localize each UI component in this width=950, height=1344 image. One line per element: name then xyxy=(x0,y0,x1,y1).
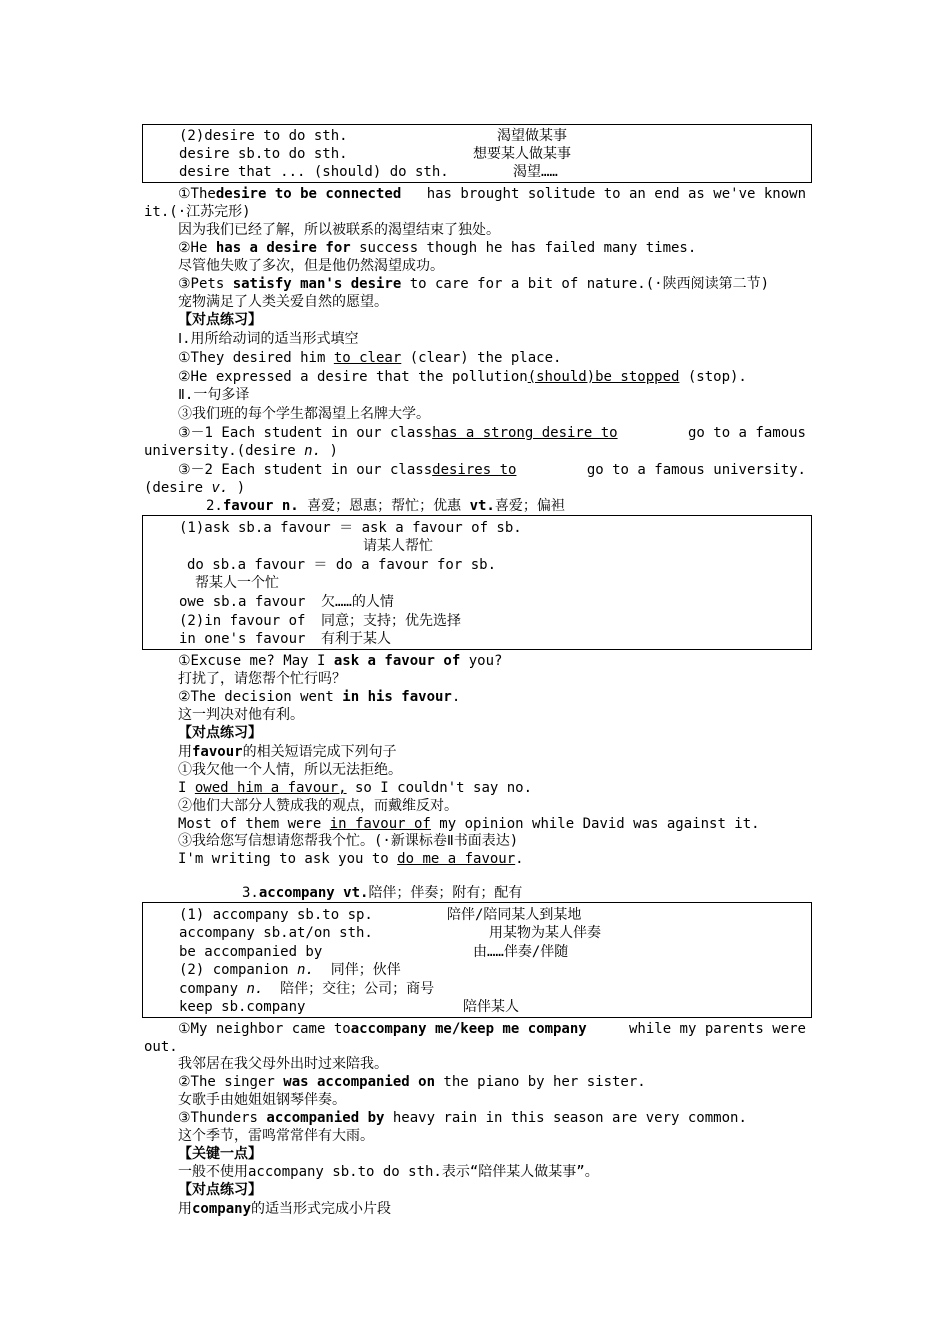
box-line: in one's favour xyxy=(179,631,306,647)
exercise-item: ②He expressed a desire that the pollution(should)be stopped (stop). xyxy=(178,369,747,385)
box-line-meaning: 渴望做某事 xyxy=(497,128,567,144)
practice-heading: 【对点练习】 xyxy=(178,725,262,741)
exercise-question: ②他们大部分人赞成我的观点，而戴维反对。 xyxy=(178,798,458,814)
box-line-meaning: 陪伴/陪同某人到某地 xyxy=(447,907,582,923)
exercise-question: ③我们班的每个学生都渴望上名牌大学。 xyxy=(178,406,430,422)
box-line-meaning: 有利于某人 xyxy=(321,631,391,647)
box-line: accompany sb.at/on sth. xyxy=(179,925,373,941)
word-heading-favour: 2.favour n. 喜爱；恩惠；帮忙；优惠 vt.喜爱；偏袒 xyxy=(206,498,565,514)
answer-blank: has a strong desire to xyxy=(432,425,618,441)
exercise-title: 用company的适当形式完成小片段 xyxy=(178,1201,392,1217)
example-translation: 这一判决对他有利。 xyxy=(178,707,304,723)
box-line: (2) companion n. 同伴；伙伴 xyxy=(179,962,401,978)
box-line: desire that ... (should) do sth. xyxy=(179,164,449,180)
phrase-box-accompany xyxy=(142,902,812,1018)
answer-blank: do me a favour xyxy=(397,851,516,867)
box-line-meaning: 欠……的人情 xyxy=(321,594,394,610)
exercise-item: ③－1 Each student in our class has a strong desire to go to a famous xyxy=(178,425,806,441)
exercise-item-cont: (desire v. ) xyxy=(144,480,246,496)
example-sentence: ②The singer was accompanied on the piano by her sister. xyxy=(178,1074,646,1090)
answer-blank: (should)be stopped xyxy=(527,369,680,385)
box-line-meaning: 请某人帮忙 xyxy=(363,538,433,554)
box-line-meaning: 帮某人一个忙 xyxy=(195,575,279,591)
exercise-title: Ⅱ.一句多译 xyxy=(178,387,250,403)
box-line-meaning: 想要某人做某事 xyxy=(473,146,571,162)
box-line: desire sb.to do sth. xyxy=(179,146,348,162)
exercise-item: Most of them were in favour of my opinion while David was against it. xyxy=(178,816,760,832)
example-sentence: ②The decision went in his favour. xyxy=(178,689,461,705)
practice-heading: 【对点练习】 xyxy=(178,312,262,328)
box-line: do sb.a favour ＝ do a favour for sb. xyxy=(187,557,497,573)
example-translation: 这个季节，雷鸣常常伴有大雨。 xyxy=(178,1128,374,1144)
example-sentence-cont: it.(·江苏完形) xyxy=(144,204,251,220)
key-point-heading: 【关键一点】 xyxy=(178,1146,262,1162)
example-translation: 因为我们已经了解，所以被联系的渴望结束了独处。 xyxy=(178,222,500,238)
box-line-meaning: 同意；支持；优先选择 xyxy=(321,613,461,629)
box-line: be accompanied by xyxy=(179,944,323,960)
box-line: owe sb.a favour xyxy=(179,594,306,610)
example-translation: 尽管他失败了多次，但是他仍然渴望成功。 xyxy=(178,258,444,274)
answer-blank: desires to xyxy=(432,462,517,478)
box-line-meaning: 陪伴某人 xyxy=(463,999,519,1015)
exercise-item: I owed him a favour, so I couldn't say no. xyxy=(178,780,533,796)
example-translation: 宠物满足了人类关爱自然的愿望。 xyxy=(178,294,388,310)
example-translation: 打扰了，请您帮个忙行吗？ xyxy=(178,671,346,687)
exercise-item: ③－2 Each student in our class desires to go to a famous university. xyxy=(178,462,806,478)
exercise-title: 用favour的相关短语完成下列句子 xyxy=(178,744,397,760)
exercise-title: Ⅰ.用所给动词的适当形式填空 xyxy=(178,331,359,347)
answer-blank: to clear xyxy=(333,350,402,366)
key-point-text: 一般不使用accompany sb.to do sth.表示“陪伴某人做某事”。 xyxy=(178,1164,599,1180)
example-sentence: ③Pets satisfy man's desire to care for a bit of nature.(·陕西阅读第二节) xyxy=(178,276,769,292)
example-sentence: ②He has a desire for success though he has failed many times. xyxy=(178,240,697,256)
example-translation: 我邻居在我父母外出时过来陪我。 xyxy=(178,1056,388,1072)
exercise-item: I'm writing to ask you to do me a favour. xyxy=(178,851,524,867)
box-line: (2)in favour of xyxy=(179,613,306,629)
exercise-item: ①They desired him to clear (clear) the place. xyxy=(178,350,562,366)
example-sentence: ①My neighbor came to accompany me/keep me company while my parents were xyxy=(178,1021,806,1037)
example-sentence: ①Excuse me? May I ask a favour of you? xyxy=(178,653,503,669)
exercise-item-cont: university.(desire n. ) xyxy=(144,443,338,459)
practice-heading: 【对点练习】 xyxy=(178,1182,262,1198)
example-sentence-cont: out. xyxy=(144,1039,178,1055)
box-line: (2)desire to do sth. xyxy=(179,128,348,144)
box-line: (1)ask sb.a favour ＝ ask a favour of sb. xyxy=(179,520,522,536)
exercise-question: ③我给您写信想请您帮我个忙。(·新课标卷Ⅱ书面表达) xyxy=(178,833,519,849)
phrase-box-favour xyxy=(142,515,812,650)
box-line: (1) accompany sb.to sp. xyxy=(179,907,373,923)
example-sentence: ①The desire to be connected has brought solitude to an end as we've known xyxy=(178,186,806,202)
example-sentence: ③Thunders accompanied by heavy rain in this season are very common. xyxy=(178,1110,747,1126)
answer-blank: owed him a favour, xyxy=(194,780,347,796)
box-line-meaning: 用某物为某人伴奏 xyxy=(489,925,601,941)
box-line-meaning: 由……伴奏/伴随 xyxy=(473,944,569,960)
box-line: keep sb.company xyxy=(179,999,306,1015)
answer-blank: in favour of xyxy=(329,816,431,832)
box-line-meaning: 渴望…… xyxy=(513,164,558,180)
example-translation: 女歌手由她姐姐钢琴伴奏。 xyxy=(178,1092,346,1108)
box-line: company n. 陪伴；交往；公司；商号 xyxy=(179,981,435,997)
phrase-box-desire xyxy=(142,124,812,183)
word-heading-accompany: 3.accompany vt.陪伴；伴奏；附有；配有 xyxy=(242,885,523,901)
exercise-question: ①我欠他一个人情，所以无法拒绝。 xyxy=(178,762,402,778)
